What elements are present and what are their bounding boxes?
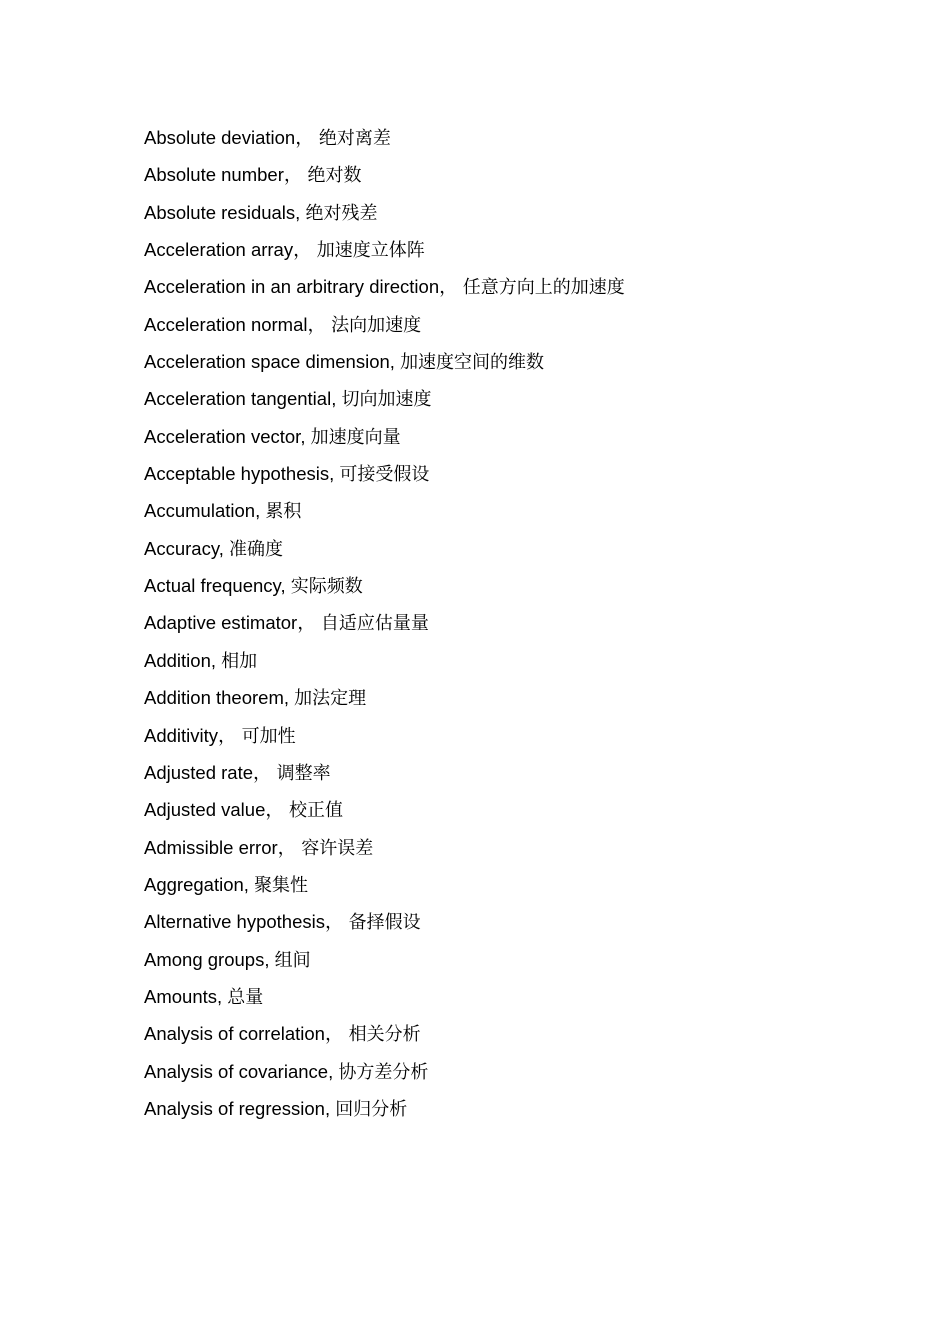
glossary-list — [144, 124, 844, 1132]
entry-translation: 回归分析 — [335, 1098, 408, 1120]
entry-term: Acceleration array — [144, 239, 294, 261]
glossary-entry — [144, 647, 844, 684]
entry-term: Aggregation — [144, 873, 244, 895]
entry-separator: ， — [324, 1023, 349, 1045]
glossary-entry — [144, 385, 844, 422]
glossary-entry — [144, 908, 844, 945]
entry-translation: 调整率 — [276, 762, 331, 784]
glossary-entry — [144, 1058, 844, 1095]
glossary-entry — [144, 1020, 844, 1057]
entry-separator: ， — [307, 313, 332, 335]
entry-term: Actual frequency — [144, 575, 281, 597]
entry-separator: , — [280, 575, 291, 597]
entry-term: Analysis of correlation — [144, 1023, 325, 1045]
entry-term: Adjusted value — [144, 799, 266, 821]
entry-term: Acceleration vector — [144, 425, 301, 447]
entry-separator: , — [328, 1060, 339, 1082]
entry-translation: 相关分析 — [348, 1024, 421, 1046]
entry-translation: 累积 — [265, 501, 302, 523]
entry-separator: , — [264, 948, 275, 970]
glossary-entry — [144, 759, 844, 796]
entry-separator: , — [331, 388, 342, 410]
entry-separator: ， — [277, 836, 302, 858]
glossary-entry — [144, 236, 844, 273]
entry-translation: 总量 — [227, 986, 264, 1008]
glossary-entry — [144, 983, 844, 1020]
entry-term: Absolute deviation — [144, 127, 296, 148]
entry-separator: ， — [439, 276, 463, 298]
entry-term: Acceleration in an arbitrary direction — [144, 276, 440, 298]
glossary-entry — [144, 722, 844, 759]
entry-term: Alternative hypothesis — [144, 911, 325, 933]
entry-separator: ， — [265, 799, 290, 821]
entry-translation: 校正值 — [289, 800, 344, 822]
entry-separator: ， — [283, 164, 308, 186]
entry-separator: ， — [325, 911, 349, 933]
glossary-entry — [144, 460, 844, 497]
glossary-entry — [144, 834, 844, 871]
entry-translation: 可加性 — [241, 725, 296, 747]
entry-translation: 聚集性 — [254, 874, 309, 896]
entry-separator: ， — [295, 127, 319, 148]
entry-term: Amounts — [144, 985, 218, 1007]
entry-separator: , — [295, 201, 306, 223]
glossary-entry — [144, 1095, 844, 1132]
glossary-entry — [144, 871, 844, 908]
entry-term: Among groups — [144, 948, 265, 970]
entry-translation: 加速度空间的维数 — [400, 352, 545, 374]
entry-separator: ， — [218, 724, 242, 746]
entry-term: Analysis of regression — [144, 1097, 325, 1119]
entry-translation: 可接受假设 — [339, 464, 430, 486]
entry-term: Acceleration space dimension — [144, 351, 390, 373]
entry-translation: 任意方向上的加速度 — [462, 277, 625, 299]
entry-separator: , — [217, 985, 228, 1007]
entry-separator: , — [329, 463, 340, 485]
entry-translation: 备择假设 — [348, 912, 421, 934]
entry-separator: , — [255, 500, 266, 522]
entry-separator: ， — [253, 761, 277, 783]
entry-translation: 自适应估量量 — [320, 613, 429, 635]
entry-term: Acceleration normal — [144, 313, 308, 335]
entry-term: Analysis of covariance — [144, 1060, 329, 1082]
entry-term: Acceptable hypothesis — [144, 463, 330, 485]
entry-separator: ， — [297, 612, 321, 634]
glossary-entry — [144, 572, 844, 609]
glossary-entry — [144, 124, 844, 161]
entry-term: Admissible error — [144, 836, 278, 858]
entry-term: Additivity — [144, 724, 219, 746]
glossary-entry — [144, 946, 844, 983]
glossary-entry — [144, 199, 844, 236]
entry-translation: 法向加速度 — [331, 314, 422, 336]
entry-term: Accumulation — [144, 500, 256, 522]
entry-separator: , — [243, 873, 255, 895]
entry-term: Addition — [144, 649, 211, 671]
entry-translation: 容许误差 — [301, 837, 374, 859]
entry-translation: 切向加速度 — [341, 389, 432, 411]
glossary-entry — [144, 273, 844, 310]
entry-term: Addition theorem — [144, 687, 284, 709]
entry-translation: 绝对残差 — [305, 202, 378, 224]
entry-separator: , — [300, 425, 311, 447]
entry-translation: 组间 — [274, 949, 311, 971]
glossary-entry — [144, 684, 844, 721]
entry-term: Absolute residuals — [144, 201, 296, 223]
glossary-entry — [144, 609, 844, 646]
entry-separator: , — [283, 687, 295, 709]
entry-translation: 相加 — [221, 650, 258, 672]
entry-term: Accuracy — [144, 537, 219, 559]
entry-separator: , — [210, 649, 222, 671]
entry-translation: 绝对离差 — [318, 128, 391, 149]
entry-term: Adaptive estimator — [144, 612, 298, 634]
entry-translation: 加速度向量 — [310, 426, 401, 448]
entry-translation: 加法定理 — [294, 688, 367, 710]
glossary-entry — [144, 497, 844, 534]
entry-separator: , — [324, 1097, 336, 1119]
glossary-entry — [144, 796, 844, 833]
entry-term: Absolute number — [144, 164, 284, 186]
glossary-entry — [144, 348, 844, 385]
entry-translation: 实际频数 — [290, 576, 363, 598]
glossary-entry — [144, 423, 844, 460]
glossary-entry — [144, 311, 844, 348]
entry-translation: 绝对数 — [307, 165, 362, 187]
entry-translation: 协方差分析 — [338, 1061, 429, 1083]
glossary-entry — [144, 161, 844, 198]
entry-term: Adjusted rate — [144, 761, 254, 783]
glossary-entry — [144, 535, 844, 572]
entry-separator: , — [389, 351, 401, 373]
entry-separator: , — [218, 537, 229, 559]
entry-translation: 准确度 — [229, 538, 283, 560]
entry-term: Acceleration tangential — [144, 388, 332, 410]
entry-translation: 加速度立体阵 — [316, 240, 425, 262]
entry-separator: ， — [293, 239, 317, 261]
